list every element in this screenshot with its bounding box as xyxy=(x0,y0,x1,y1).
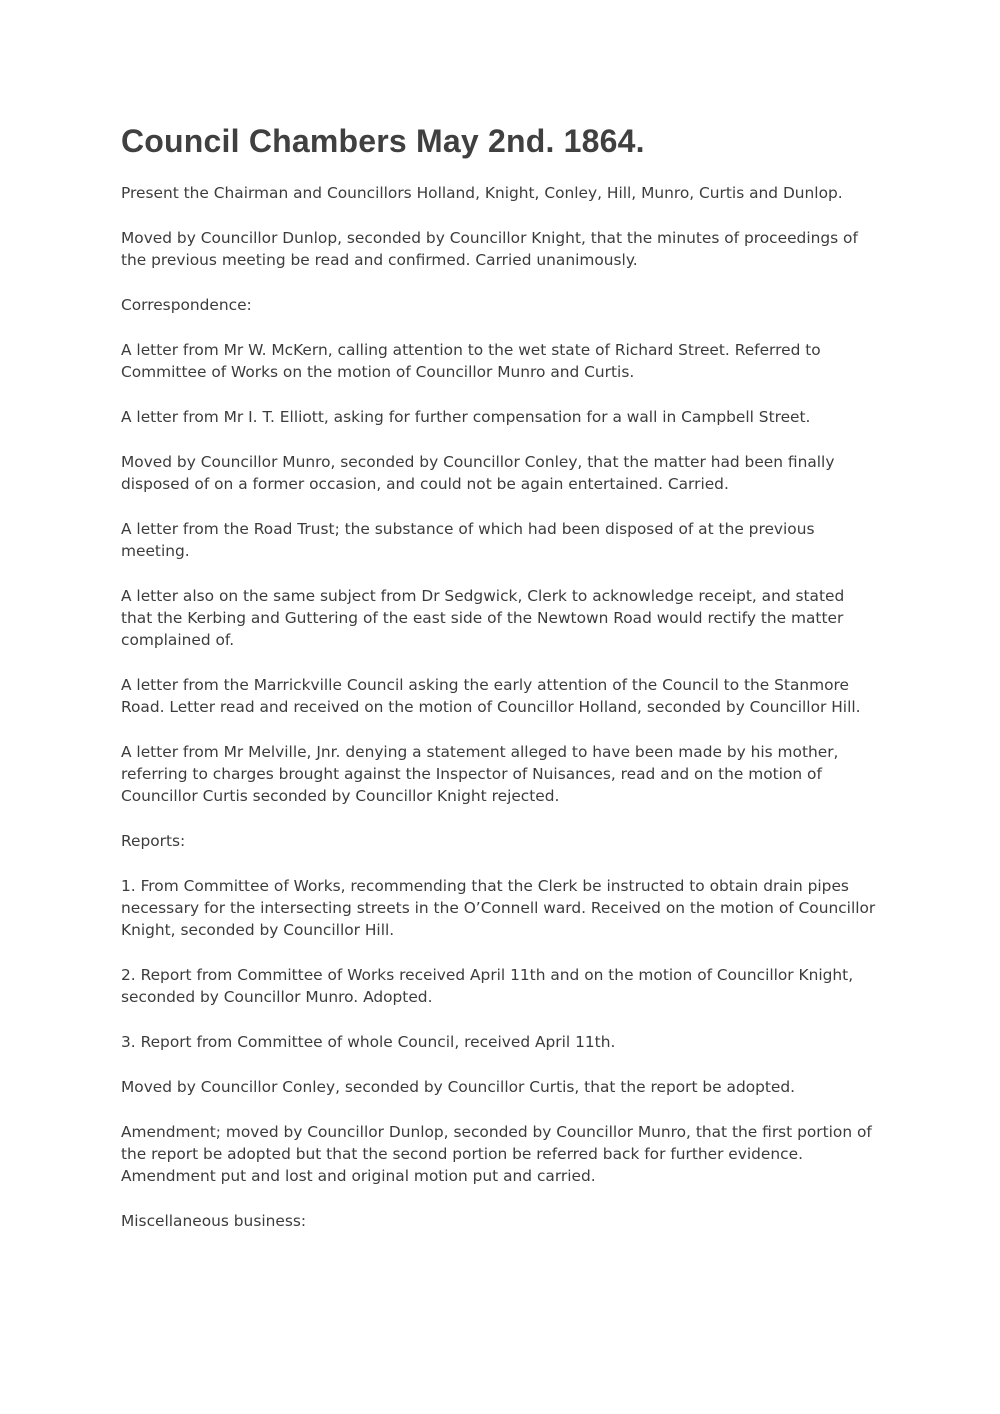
paragraph-line: Moved by Councillor Conley, seconded by Councillor Curtis, that the report be adopted. xyxy=(121,1078,796,1096)
paragraph-line: A letter from Mr W. McKern, calling attention to the wet state of Richard Street. Referred to xyxy=(121,341,821,359)
page-title: Council Chambers May 2nd. 1864. xyxy=(121,123,645,159)
paragraph xyxy=(121,339,881,383)
paragraph-line: that the Kerbing and Guttering of the east side of the Newtown Road would rectify the matter xyxy=(121,609,844,627)
paragraph xyxy=(121,585,881,651)
paragraph-line: 3. Report from Committee of whole Council, received April 11th. xyxy=(121,1033,616,1051)
paragraph xyxy=(121,1210,881,1232)
paragraph xyxy=(121,518,881,562)
paragraph xyxy=(121,451,881,495)
paragraph-line: Present the Chairman and Councillors Holland, Knight, Conley, Hill, Munro, Curtis and Dunlop. xyxy=(121,184,843,202)
paragraph xyxy=(121,875,881,941)
document-page xyxy=(121,121,881,1255)
paragraph-line: referring to charges brought against the Inspector of Nuisances, read and on the motion of xyxy=(121,765,822,783)
paragraph-line: meeting. xyxy=(121,542,190,560)
paragraph-line: A letter from the Marrickville Council asking the early attention of the Council to the Stanmore xyxy=(121,676,850,694)
paragraph-line: Knight, seconded by Councillor Hill. xyxy=(121,921,395,939)
paragraph xyxy=(121,1076,881,1098)
paragraph-line: seconded by Councillor Munro. Adopted. xyxy=(121,988,433,1006)
paragraph xyxy=(121,182,881,204)
paragraph-line: 1. From Committee of Works, recommending that the Clerk be instructed to obtain drain pipes xyxy=(121,877,849,895)
paragraph-line: disposed of on a former occasion, and could not be again entertained. Carried. xyxy=(121,475,729,493)
paragraph-line: Miscellaneous business: xyxy=(121,1212,307,1230)
paragraph xyxy=(121,964,881,1008)
paragraph-line: Committee of Works on the motion of Councillor Munro and Curtis. xyxy=(121,363,635,381)
paragraph-line: Road. Letter read and received on the motion of Councillor Holland, seconded by Councillor Hill. xyxy=(121,698,861,716)
paragraph-line: necessary for the intersecting streets in the O’Connell ward. Received on the motion of Councillor xyxy=(121,899,876,917)
paragraph-line: Councillor Curtis seconded by Councillor Knight rejected. xyxy=(121,787,560,805)
paragraph-line: Amendment put and lost and original motion put and carried. xyxy=(121,1167,596,1185)
paragraph-line: complained of. xyxy=(121,631,235,649)
paragraph-line: A letter also on the same subject from Dr Sedgwick, Clerk to acknowledge receipt, and stated xyxy=(121,587,845,605)
paragraph xyxy=(121,227,881,271)
document-body xyxy=(121,182,881,1232)
paragraph-line: A letter from the Road Trust; the substance of which had been disposed of at the previous xyxy=(121,520,815,538)
paragraph-line: the previous meeting be read and confirmed. Carried unanimously. xyxy=(121,251,638,269)
paragraph-line: Reports: xyxy=(121,832,186,850)
paragraph-line: the report be adopted but that the second portion be referred back for further evidence. xyxy=(121,1145,803,1163)
paragraph-line: A letter from Mr Melville, Jnr. denying a statement alleged to have been made by his mother, xyxy=(121,743,839,761)
paragraph xyxy=(121,674,881,718)
paragraph-line: 2. Report from Committee of Works received April 11th and on the motion of Councillor Knight, xyxy=(121,966,854,984)
paragraph-line: Moved by Councillor Munro, seconded by Councillor Conley, that the matter had been finally xyxy=(121,453,835,471)
paragraph xyxy=(121,406,881,428)
paragraph-line: Moved by Councillor Dunlop, seconded by Councillor Knight, that the minutes of proceedings of xyxy=(121,229,858,247)
paragraph xyxy=(121,1121,881,1187)
paragraph xyxy=(121,294,881,316)
paragraph xyxy=(121,830,881,852)
paragraph xyxy=(121,1031,881,1053)
paragraph-line: A letter from Mr I. T. Elliott, asking for further compensation for a wall in Campbell Street. xyxy=(121,408,811,426)
paragraph-line: Amendment; moved by Councillor Dunlop, seconded by Councillor Munro, that the first portion of xyxy=(121,1123,872,1141)
paragraph-line: Correspondence: xyxy=(121,296,252,314)
paragraph xyxy=(121,741,881,807)
